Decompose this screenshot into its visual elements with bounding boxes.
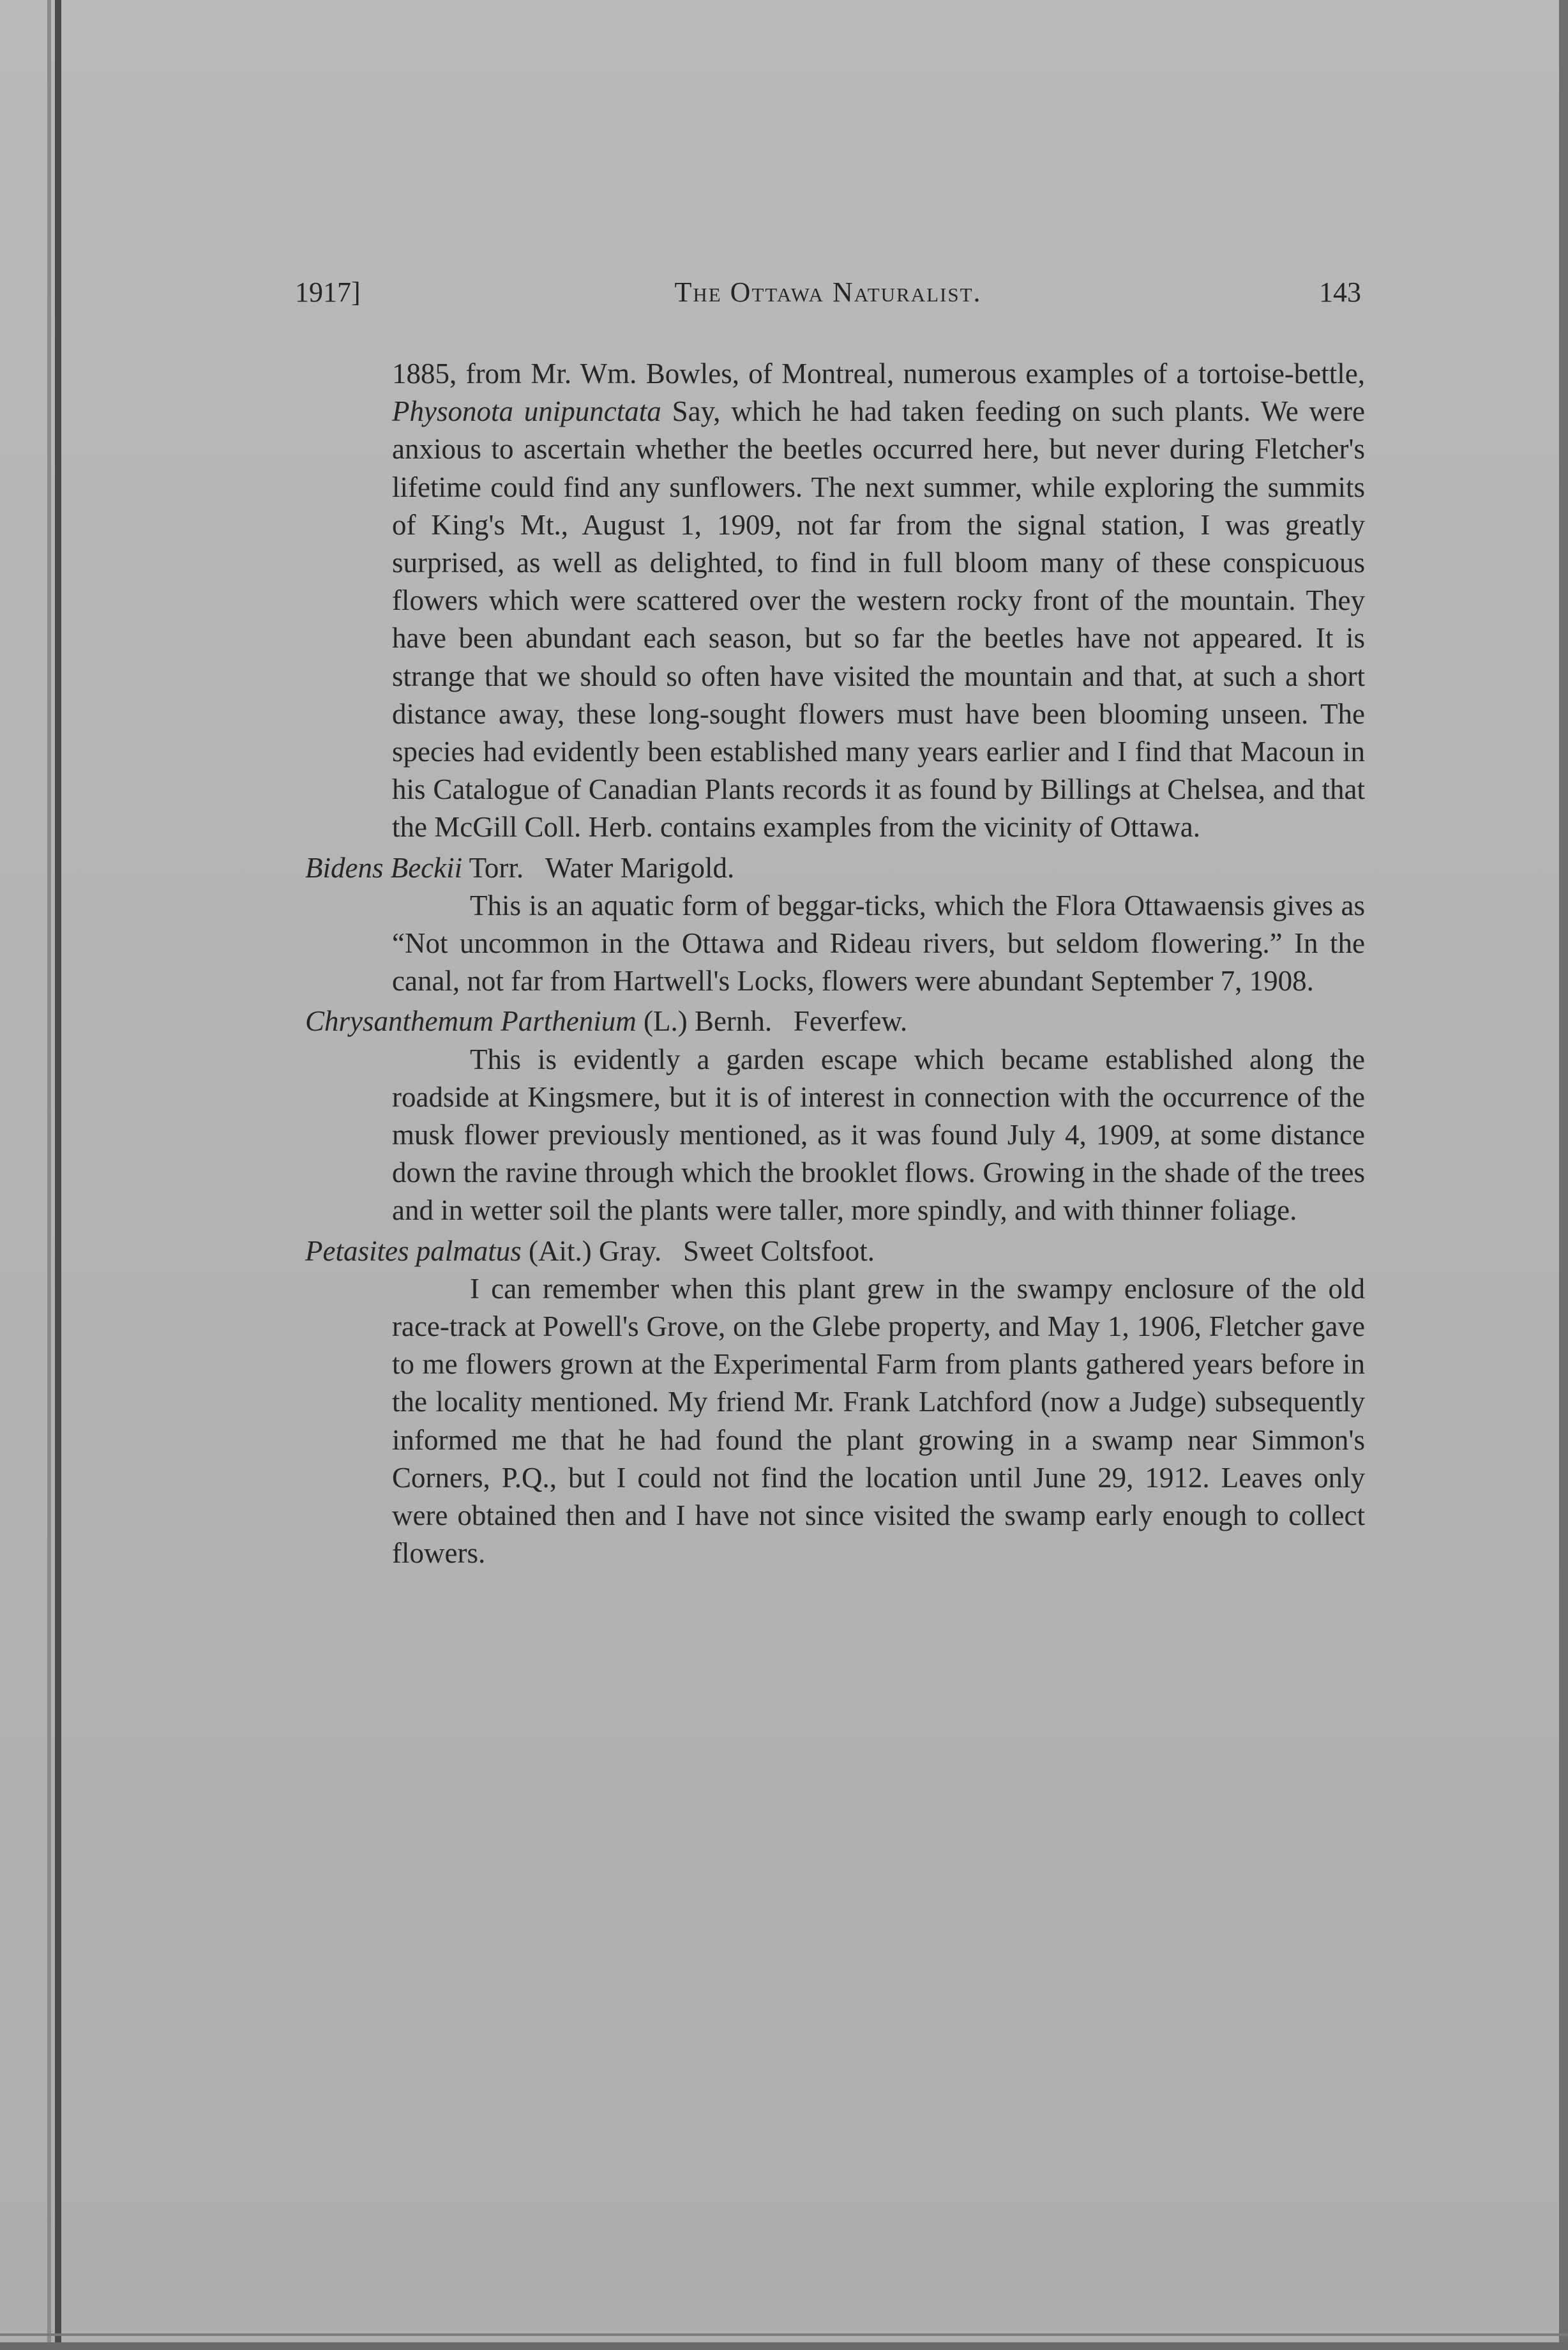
running-head-year: 1917]	[295, 277, 361, 308]
entry-authority: Torr.	[462, 851, 524, 884]
bottom-page-edge-line	[0, 2333, 1568, 2336]
running-head-title: The Ottawa Naturalist.	[674, 277, 982, 308]
intro-paragraph	[305, 355, 1365, 847]
binding-shadow	[47, 0, 51, 2350]
intro-text-before: 1885, from Mr. Wm. Bowles, of Montreal, numerous examples of a tortoise-bettle,	[392, 358, 1365, 390]
entry-authority: (Ait.) Gray.	[521, 1234, 662, 1267]
entry-authority: (L.) Bernh.	[636, 1005, 773, 1038]
page-number: 143	[1319, 277, 1361, 308]
entry-common-name: Feverfew.	[793, 1005, 908, 1038]
body-text	[305, 355, 1365, 1573]
entry-species: Petasites palmatus	[305, 1234, 522, 1267]
entry-heading	[305, 849, 1365, 887]
right-page-edge	[1559, 0, 1568, 2350]
entry-common-name: Sweet Coltsfoot.	[683, 1234, 875, 1267]
entry-body: I can remember when this plant grew in the swampy enclosure of the old race-track at Powell's Grove, on the Glebe property, and May 1, 1906, Fletcher gave to me flowers grown at the Experimental Farm from plants gathered years before in the locality mentioned. My friend Mr. Frank Latchford (now a Judge) subsequently informed me that he had found the plant growing in a swamp near Simmon's Corners, P.Q., but I could not find the location until June 29, 1912. Leaves only were obtained then and I have not since visited the swamp early enough to collect flowers.	[392, 1272, 1365, 1570]
binding-edge	[55, 0, 61, 2350]
entry-species: Bidens Beckii	[305, 851, 463, 884]
entry-common-name: Water Marigold.	[545, 851, 735, 884]
entry-species: Chrysanthemum Parthenium	[305, 1005, 637, 1038]
running-head	[295, 273, 1361, 312]
entry-heading	[305, 1232, 1365, 1270]
intro-species-italic: Physonota unipunctata	[392, 395, 661, 428]
entry-heading	[305, 1003, 1365, 1040]
intro-text-after: Say, which he had taken feeding on such plants. We were anxious to ascertain whether the beetles occurred here, but never during Fletcher's lifetime could find any sunflowers. The next summer, while exploring the summits of King's Mt., August 1, 1909, not far from the signal station, I was greatly surprised, as well as delighted, to find in full bloom many of these conspicuous flowers which were scattered over the western rocky front of the mountain. They have been abundant each season, but so far the beetles have not appeared. It is strange that we should so often have visited the mountain and that, at such a short distance away, these long-sought flowers must have been blooming unseen. The species had evidently been established many years earlier and I find that Macoun in his Catalogue of Canadian Plants records it as found by Billings at Chelsea, and that the McGill Coll. Herb. contains examples from the vicinity of Ottawa.	[392, 395, 1365, 844]
entry-body: This is an aquatic form of beggar-ticks, which the Flora Ottawaensis gives as “Not uncommon in the Ottawa and Rideau rivers, but seldom flowering.” In the canal, not far from Hartwell's Locks, flowers were abundant September 7, 1908.	[392, 889, 1365, 997]
bottom-page-edge	[0, 2342, 1568, 2350]
entry-body: This is evidently a garden escape which became established along the roadside at Kingsmere, but it is of interest in connection with the occurrence of the musk flower previously mentioned, as it was found July 4, 1909, at some distance down the ravine through which the brooklet flows. Growing in the shade of the trees and in wetter soil the plants were taller, more spindly, and with thinner foliage.	[392, 1043, 1365, 1227]
